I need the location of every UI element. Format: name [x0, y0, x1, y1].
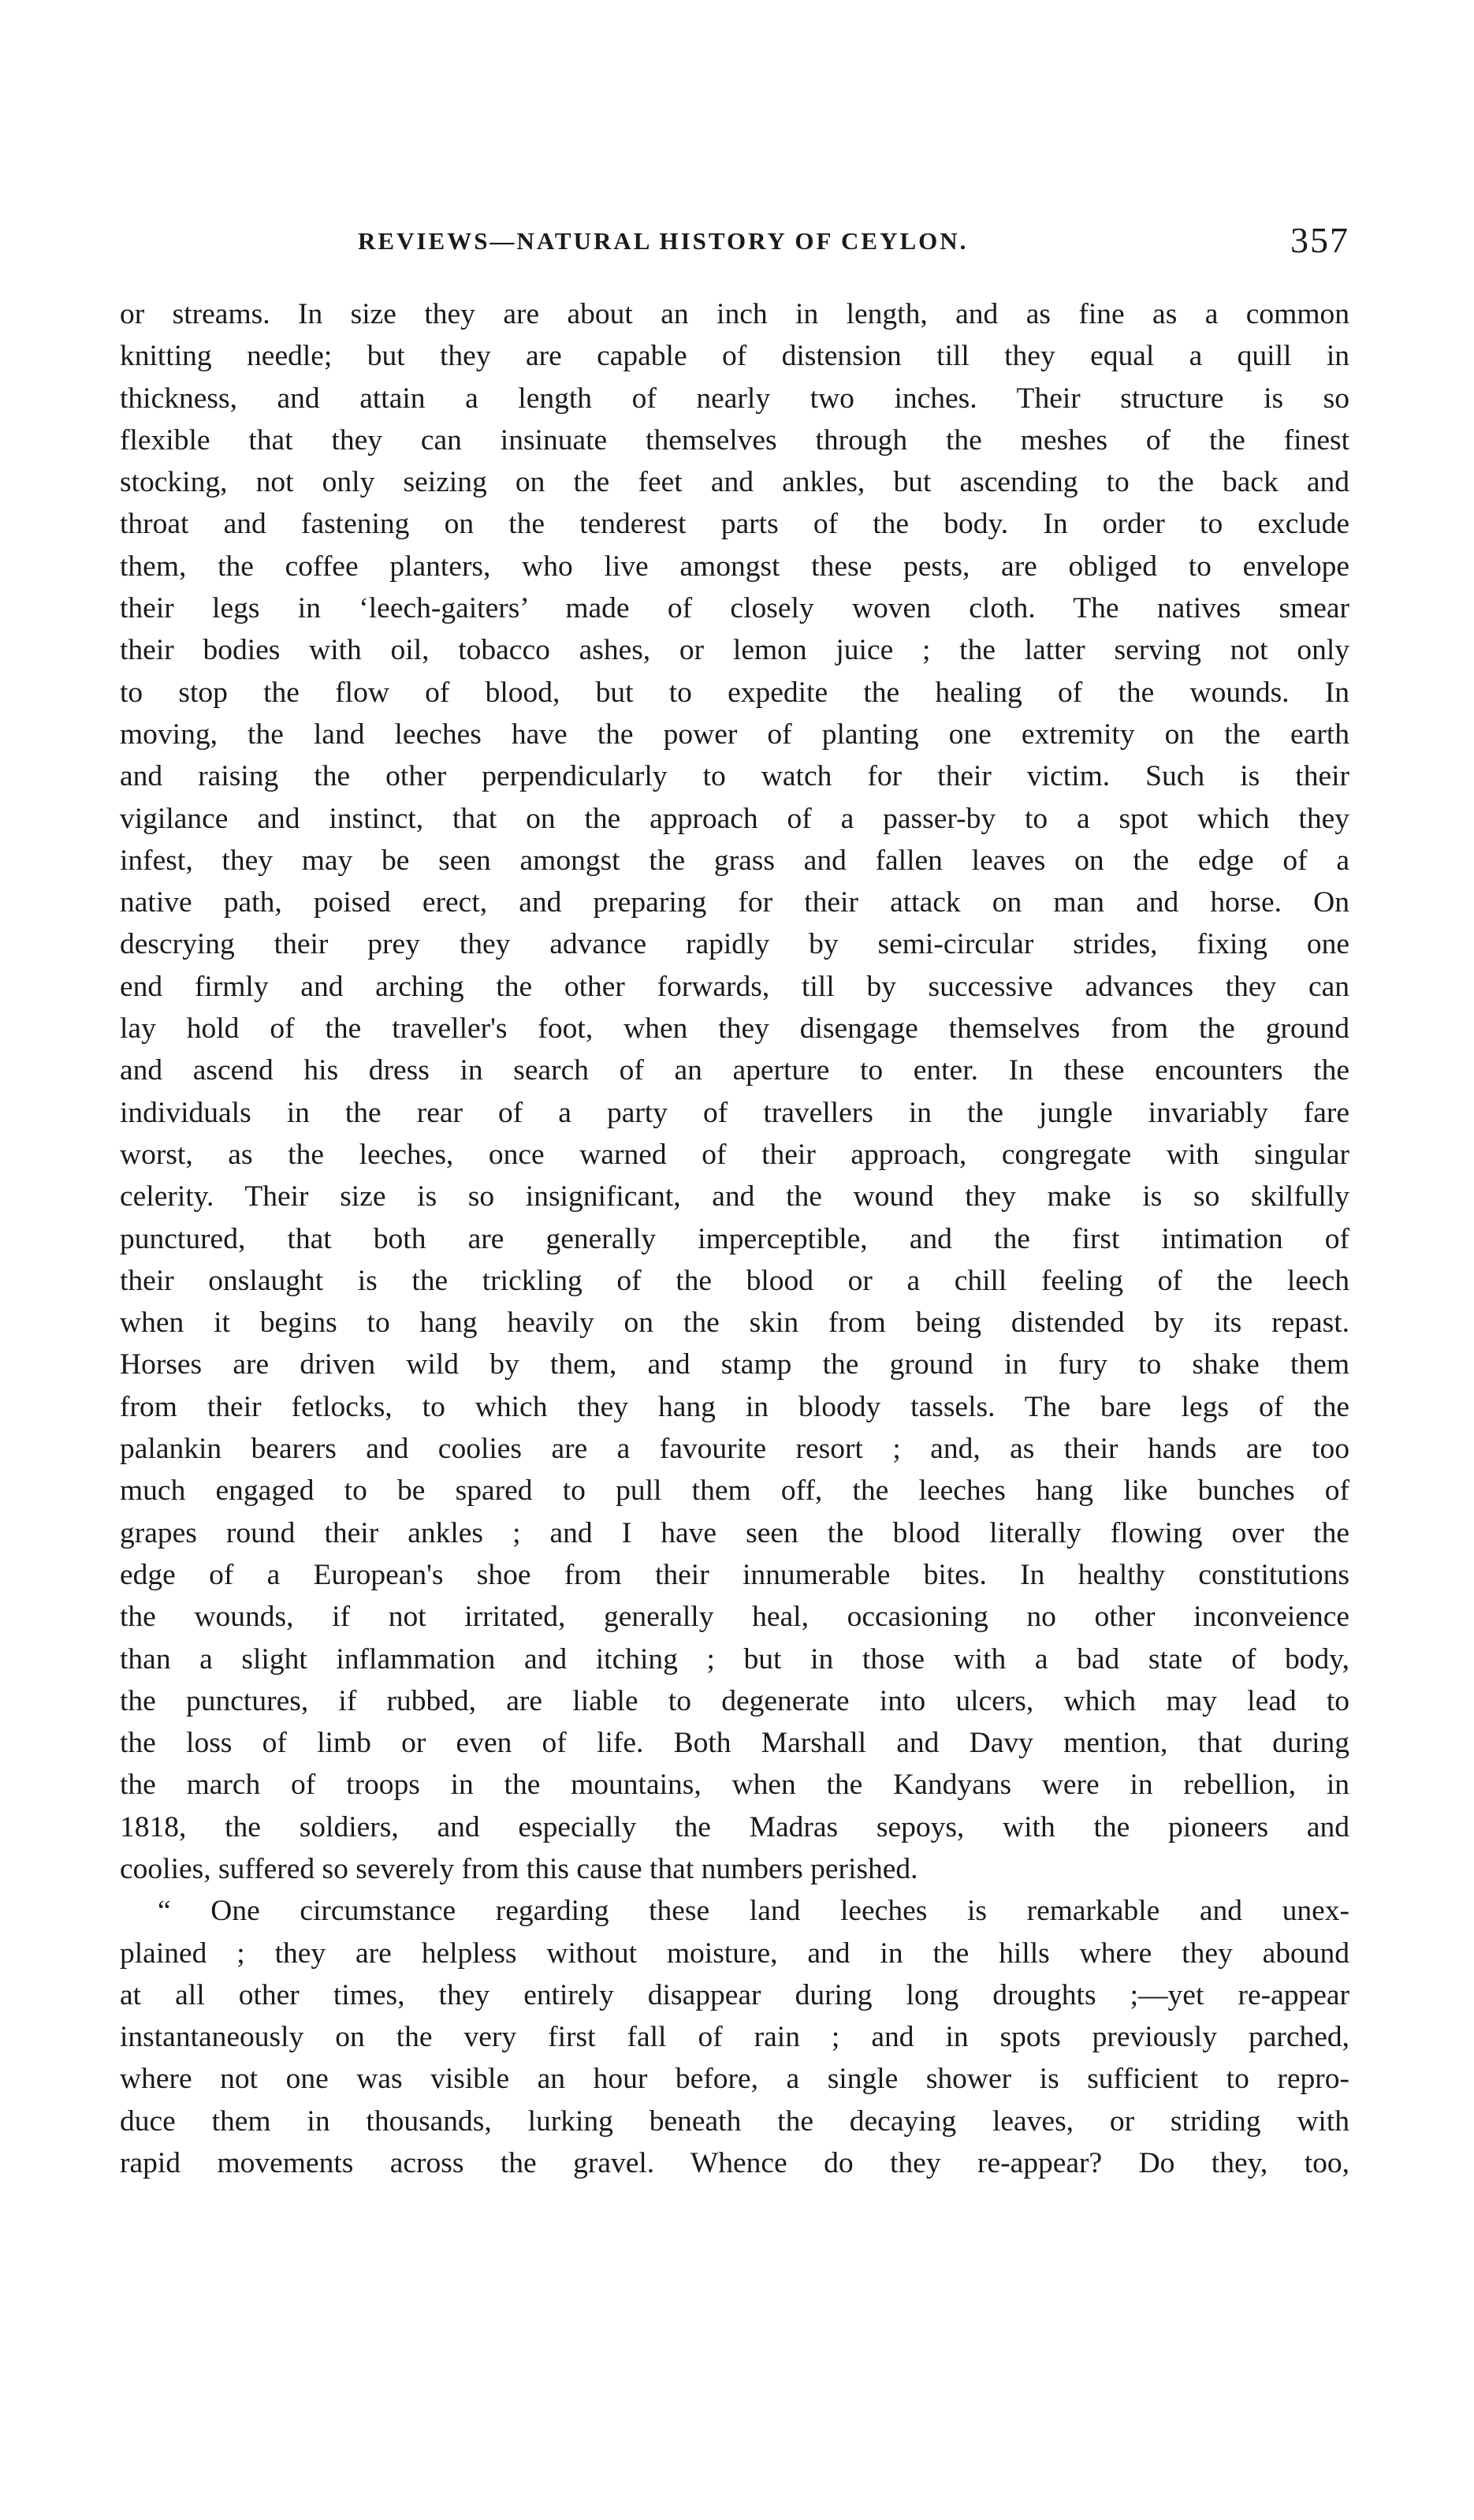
text-line: instantaneously on the very first fall of rain ; and in spots previously parched,: [120, 2021, 1349, 2054]
text-line: coolies, suffered so severely from this cause that numbers perished.: [120, 1852, 918, 1885]
text-line: when it begins to hang heavily on the skin from being distended by its repast.: [120, 1307, 1349, 1340]
page-number: 357: [1290, 220, 1349, 260]
text-line: punctured, that both are generally imperceptible, and the first intimation of: [120, 1222, 1349, 1255]
text-line: rapid movements across the gravel. Whence do they re-appear? Do they, too,: [120, 2147, 1349, 2180]
text-line: moving, the land leeches have the power of planting one extremity on the earth: [120, 718, 1349, 751]
running-title: REVIEWS—NATURAL HISTORY OF CEYLON.: [358, 227, 969, 255]
text-line: and ascend his dress in search of an aperture to enter. In these encounters the: [120, 1054, 1349, 1087]
page-header: [118, 222, 1349, 270]
text-line: individuals in the rear of a party of travellers in the jungle invariably fare: [120, 1096, 1349, 1129]
text-line: the punctures, if rubbed, are liable to degenerate into ulcers, which may lead to: [120, 1684, 1349, 1717]
text-line: native path, poised erect, and preparing for their attack on man and horse. On: [120, 886, 1349, 919]
text-line: their legs in ‘leech-gaiters’ made of closely woven cloth. The natives smear: [120, 592, 1349, 625]
text-line: grapes round their ankles ; and I have seen the blood literally flowing over the: [120, 1516, 1349, 1549]
text-line: or streams. In size they are about an inch in length, and as fine as a common: [120, 298, 1349, 330]
text-line: and raising the other perpendicularly to watch for their victim. Such is their: [120, 760, 1349, 793]
quoted-paragraph: [120, 1890, 1349, 2184]
text-line: infest, they may be seen amongst the grass and fallen leaves on the edge of a: [120, 844, 1349, 877]
text-line: throat and fastening on the tenderest parts of the body. In order to exclude: [120, 508, 1349, 541]
text-line: knitting needle; but they are capable of distension till they equal a quill in: [120, 340, 1349, 373]
text-line: them, the coffee planters, who live amongst these pests, are obliged to envelope: [120, 550, 1349, 583]
text-line: descrying their prey they advance rapidly by semi-circular strides, fixing one: [120, 928, 1349, 961]
text-line: the wounds, if not irritated, generally heal, occasioning no other inconveience: [120, 1601, 1349, 1634]
text-line: end firmly and arching the other forwards, till by successive advances they can: [120, 970, 1349, 1003]
text-line: the march of troops in the mountains, when the Kandyans were in rebellion, in: [120, 1769, 1349, 1802]
text-line: from their fetlocks, to which they hang in bloody tassels. The bare legs of the: [120, 1390, 1349, 1423]
text-line: 1818, the soldiers, and especially the Madras sepoys, with the pioneers and: [120, 1810, 1349, 1843]
text-line: vigilance and instinct, that on the approach of a passer-by to a spot which they: [120, 802, 1349, 835]
paragraph-continued: [120, 293, 1349, 1890]
text-line: plained ; they are helpless without moisture, and in the hills where they abound: [120, 1937, 1349, 1970]
text-line: duce them in thousands, lurking beneath the decaying leaves, or striding with: [120, 2104, 1349, 2138]
text-line: stocking, not only seizing on the feet and ankles, but ascending to the back and: [120, 466, 1349, 499]
text-line: flexible that they can insinuate themselves through the meshes of the finest: [120, 423, 1349, 457]
text-line: Horses are driven wild by them, and stamp the ground in fury to shake them: [120, 1348, 1349, 1381]
text-line: to stop the flow of blood, but to expedite the healing of the wounds. In: [120, 676, 1349, 709]
text-line: their onslaught is the trickling of the blood or a chill feeling of the leech: [120, 1264, 1349, 1297]
text-line: at all other times, they entirely disappear during long droughts ;—yet re-appear: [120, 1978, 1349, 2011]
text-line: lay hold of the traveller's foot, when they disengage themselves from the ground: [120, 1012, 1349, 1046]
text-line: celerity. Their size is so insignificant, and the wound they make is so skilfully: [120, 1180, 1349, 1213]
text-line: worst, as the leeches, once warned of their approach, congregate with singular: [120, 1138, 1349, 1171]
text-line: much engaged to be spared to pull them off, the leeches hang like bunches of: [120, 1474, 1349, 1508]
text-line: their bodies with oil, tobacco ashes, or lemon juice ; the latter serving not only: [120, 634, 1349, 667]
text-line: the loss of limb or even of life. Both Marshall and Davy mention, that during: [120, 1727, 1349, 1760]
text-line: where not one was visible an hour before, a single shower is sufficient to repro-: [120, 2063, 1349, 2096]
text-line: “ One circumstance regarding these land leeches is remarkable and unex-: [158, 1895, 1349, 1928]
text-line: edge of a European's shoe from their innumerable bites. In healthy constitutions: [120, 1558, 1349, 1591]
text-line: than a slight inflammation and itching ; but in those with a bad state of body,: [120, 1642, 1349, 1676]
text-line: thickness, and attain a length of nearly two inches. Their structure is so: [120, 382, 1349, 415]
body-text: [120, 293, 1349, 2184]
text-line: palankin bearers and coolies are a favourite resort ; and, as their hands are too: [120, 1433, 1349, 1466]
